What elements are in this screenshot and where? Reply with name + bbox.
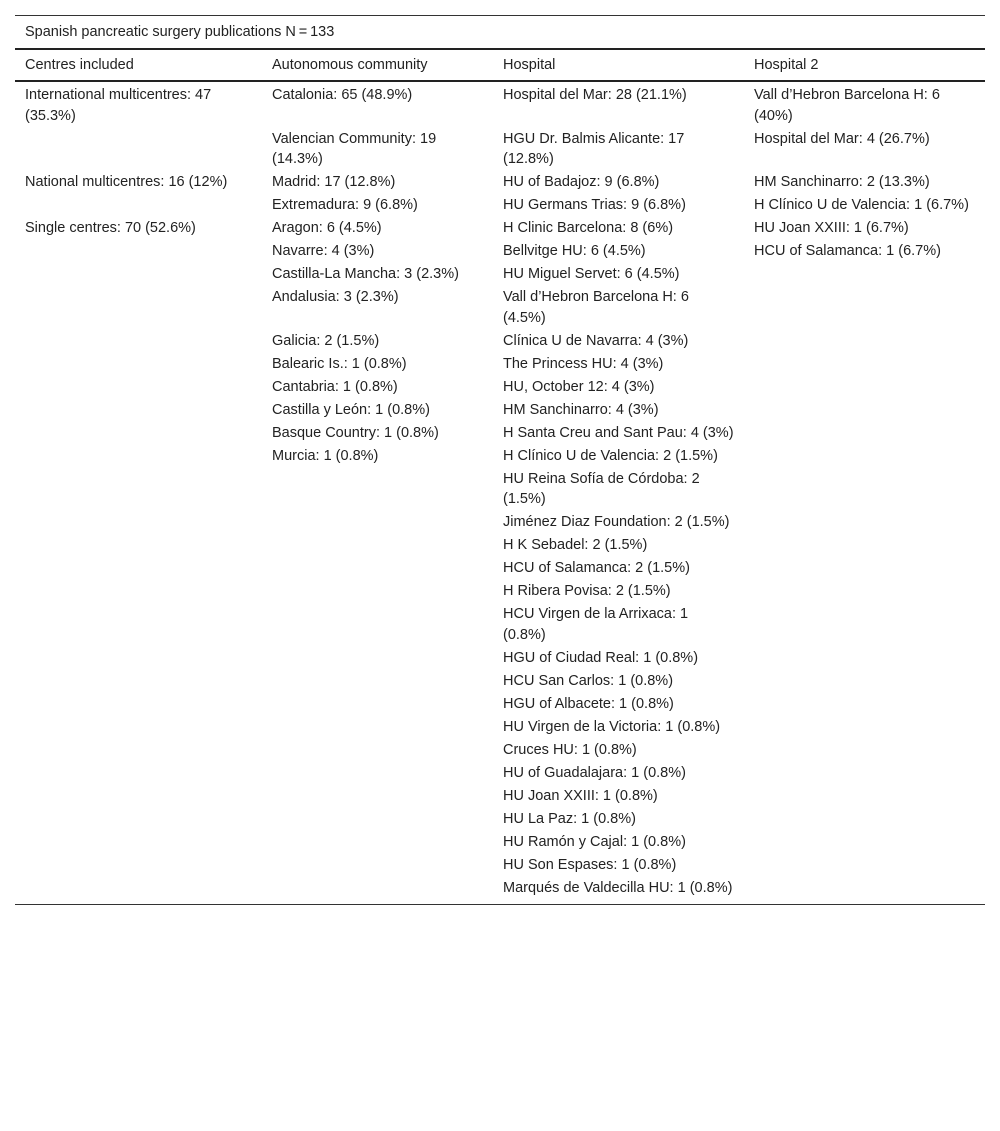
cell-community: Madrid: 17 (12.8%)	[272, 174, 396, 190]
table-row	[15, 423, 985, 446]
cell-hospital: Hospital del Mar: 28 (21.1%)	[503, 87, 687, 103]
cell-hospital: HU of Badajoz: 9 (6.8%)	[503, 174, 660, 190]
cell-centres	[15, 763, 262, 786]
cell-hospital-2	[744, 446, 985, 469]
cell-hospital-2	[744, 740, 985, 763]
cell-centres	[15, 694, 262, 717]
cell-hospital-2	[744, 331, 985, 354]
cell-community: Galicia: 2 (1.5%)	[272, 332, 380, 349]
cell-community	[262, 694, 493, 717]
cell-community	[262, 832, 493, 855]
cell-centres	[15, 241, 262, 264]
cell-centres	[15, 717, 262, 740]
cell-hospital-2	[744, 287, 985, 331]
table-row	[15, 400, 985, 423]
cell-community	[262, 581, 493, 604]
cell-hospital: HM Sanchinarro: 4 (3%)	[503, 401, 659, 418]
cell-hospital: H K Sebadel: 2 (1.5%)	[503, 537, 648, 553]
table-row	[15, 172, 985, 195]
cell-centres	[15, 878, 262, 905]
cell-hospital: HGU of Albacete: 1 (0.8%)	[503, 695, 674, 712]
table-row	[15, 809, 985, 832]
cell-hospital-2	[744, 763, 985, 786]
table-body	[15, 81, 985, 905]
cell-centres: International multicentres: 47 (35.3%)	[25, 87, 212, 124]
cell-community	[262, 469, 493, 513]
cell-centres: National multicentres: 16 (12%)	[25, 174, 228, 190]
table-row	[15, 287, 985, 331]
cell-hospital-2	[744, 354, 985, 377]
table-row	[15, 878, 985, 905]
table-row	[15, 694, 985, 717]
cell-centres	[15, 195, 262, 218]
cell-hospital-2: H Clínico U de Valencia: 1 (6.7%)	[754, 197, 969, 213]
cell-community: Balearic Is.: 1 (0.8%)	[272, 355, 407, 372]
cell-hospital: HU Germans Trias: 9 (6.8%)	[503, 197, 686, 213]
cell-community: Aragon: 6 (4.5%)	[272, 220, 382, 236]
cell-hospital-2: HM Sanchinarro: 2 (13.3%)	[754, 174, 930, 190]
cell-community	[262, 809, 493, 832]
cell-community	[262, 604, 493, 648]
table-row	[15, 512, 985, 535]
table-row	[15, 717, 985, 740]
table-row	[15, 354, 985, 377]
cell-centres	[15, 786, 262, 809]
cell-hospital-2	[744, 855, 985, 878]
cell-hospital: HCU Virgen de la Arrixaca: 1 (0.8%)	[503, 606, 689, 643]
cell-centres	[15, 740, 262, 763]
table-row	[15, 648, 985, 671]
cell-hospital-2	[744, 423, 985, 446]
table-caption: Spanish pancreatic surgery publications N = 133	[15, 16, 985, 50]
cell-hospital-2	[744, 558, 985, 581]
cell-community	[262, 717, 493, 740]
cell-hospital: HGU of Ciudad Real: 1 (0.8%)	[503, 649, 699, 666]
cell-hospital: HU Ramón y Cajal: 1 (0.8%)	[503, 833, 686, 850]
cell-centres	[15, 855, 262, 878]
cell-community	[262, 512, 493, 535]
cell-hospital-2: HCU of Salamanca: 1 (6.7%)	[754, 243, 941, 259]
cell-community	[262, 740, 493, 763]
cell-hospital-2: Vall d’Hebron Barcelona H: 6 (40%)	[754, 87, 940, 124]
cell-hospital: H Clínico U de Valencia: 2 (1.5%)	[503, 447, 718, 464]
cell-community	[262, 648, 493, 671]
cell-hospital-2	[744, 377, 985, 400]
cell-community: Castilla y León: 1 (0.8%)	[272, 401, 430, 418]
column-header-centres: Centres included	[15, 49, 262, 81]
cell-community	[262, 535, 493, 558]
table-row	[15, 377, 985, 400]
cell-hospital: HU La Paz: 1 (0.8%)	[503, 810, 636, 827]
cell-hospital-2	[744, 400, 985, 423]
cell-hospital-2	[744, 832, 985, 855]
table-row	[15, 469, 985, 513]
cell-centres	[15, 469, 262, 513]
cell-hospital: Vall d’Hebron Barcelona H: 6 (4.5%)	[503, 289, 689, 326]
cell-hospital-2	[744, 512, 985, 535]
cell-hospital: Clínica U de Navarra: 4 (3%)	[503, 332, 689, 349]
table-row	[15, 855, 985, 878]
cell-centres	[15, 809, 262, 832]
table-row	[15, 85, 985, 129]
cell-hospital: H Santa Creu and Sant Pau: 4 (3%)	[503, 424, 734, 441]
table-row	[15, 264, 985, 287]
cell-centres	[15, 287, 262, 331]
cell-hospital: HGU Dr. Balmis Alicante: 17 (12.8%)	[503, 130, 685, 167]
cell-community	[262, 671, 493, 694]
cell-hospital: Jiménez Diaz Foundation: 2 (1.5%)	[503, 514, 730, 530]
table-row	[15, 671, 985, 694]
cell-centres: Single centres: 70 (52.6%)	[25, 220, 196, 236]
cell-centres	[15, 264, 262, 287]
cell-community	[262, 558, 493, 581]
table-row	[15, 604, 985, 648]
cell-hospital: HU Virgen de la Victoria: 1 (0.8%)	[503, 718, 721, 735]
table-row	[15, 740, 985, 763]
table-row	[15, 331, 985, 354]
cell-community: Andalusia: 3 (2.3%)	[272, 289, 399, 305]
cell-hospital-2	[744, 878, 985, 905]
cell-hospital-2	[744, 786, 985, 809]
cell-centres	[15, 558, 262, 581]
cell-centres	[15, 423, 262, 446]
publications-table	[15, 15, 985, 905]
table-row	[15, 129, 985, 173]
cell-centres	[15, 446, 262, 469]
cell-hospital: HU of Guadalajara: 1 (0.8%)	[503, 764, 686, 781]
cell-hospital: HU Miguel Servet: 6 (4.5%)	[503, 266, 680, 282]
cell-hospital-2	[744, 604, 985, 648]
cell-hospital: The Princess HU: 4 (3%)	[503, 355, 664, 372]
cell-hospital-2	[744, 581, 985, 604]
cell-hospital-2	[744, 469, 985, 513]
table-row	[15, 535, 985, 558]
cell-hospital-2: HU Joan XXIII: 1 (6.7%)	[754, 220, 909, 236]
cell-community: Navarre: 4 (3%)	[272, 243, 375, 259]
cell-hospital-2	[744, 717, 985, 740]
cell-centres	[15, 832, 262, 855]
cell-community	[262, 878, 493, 905]
cell-centres	[15, 535, 262, 558]
cell-centres	[15, 354, 262, 377]
cell-hospital: HU Son Espases: 1 (0.8%)	[503, 856, 677, 873]
cell-community: Basque Country: 1 (0.8%)	[272, 424, 439, 441]
cell-centres	[15, 581, 262, 604]
table-row	[15, 763, 985, 786]
cell-hospital-2	[744, 671, 985, 694]
cell-centres	[15, 671, 262, 694]
cell-community: Extremadura: 9 (6.8%)	[272, 197, 418, 213]
cell-hospital: HCU of Salamanca: 2 (1.5%)	[503, 560, 690, 576]
cell-community	[262, 855, 493, 878]
cell-community: Castilla-La Mancha: 3 (2.3%)	[272, 266, 459, 282]
cell-centres	[15, 512, 262, 535]
cell-hospital: Bellvitge HU: 6 (4.5%)	[503, 243, 646, 259]
cell-hospital: Marqués de Valdecilla HU: 1 (0.8%)	[493, 878, 744, 905]
cell-centres	[15, 129, 262, 173]
cell-hospital: H Clinic Barcelona: 8 (6%)	[503, 220, 674, 236]
cell-community: Valencian Community: 19 (14.3%)	[272, 130, 437, 167]
table-row	[15, 832, 985, 855]
cell-hospital-2	[744, 535, 985, 558]
cell-hospital: HU, October 12: 4 (3%)	[503, 378, 655, 395]
column-header-hospital: Hospital	[493, 49, 744, 81]
cell-centres	[15, 648, 262, 671]
cell-community: Cantabria: 1 (0.8%)	[272, 378, 398, 395]
column-header-hospital-2: Hospital 2	[744, 49, 985, 81]
table-row	[15, 195, 985, 218]
cell-centres	[15, 400, 262, 423]
cell-centres	[15, 331, 262, 354]
cell-centres	[15, 604, 262, 648]
table-row	[15, 446, 985, 469]
cell-community	[262, 786, 493, 809]
cell-hospital-2	[744, 694, 985, 717]
table-header-row	[15, 49, 985, 81]
table-row	[15, 581, 985, 604]
cell-community: Murcia: 1 (0.8%)	[272, 447, 379, 464]
table-row	[15, 558, 985, 581]
cell-hospital: HU Joan XXIII: 1 (0.8%)	[503, 787, 658, 804]
cell-community: Catalonia: 65 (48.9%)	[272, 87, 413, 103]
cell-hospital-2	[744, 648, 985, 671]
cell-hospital: HU Reina Sofía de Córdoba: 2 (1.5%)	[503, 470, 700, 507]
table-row	[15, 241, 985, 264]
cell-hospital: HCU San Carlos: 1 (0.8%)	[503, 672, 674, 689]
cell-hospital-2: Hospital del Mar: 4 (26.7%)	[754, 130, 930, 147]
cell-hospital: H Ribera Povisa: 2 (1.5%)	[503, 583, 671, 599]
cell-centres	[15, 377, 262, 400]
cell-hospital: Cruces HU: 1 (0.8%)	[503, 741, 637, 758]
table-row	[15, 218, 985, 241]
column-header-community: Autonomous community	[262, 49, 493, 81]
cell-community	[262, 763, 493, 786]
table-caption-row	[15, 16, 985, 50]
cell-hospital-2	[744, 264, 985, 287]
table-row	[15, 786, 985, 809]
cell-hospital-2	[744, 809, 985, 832]
